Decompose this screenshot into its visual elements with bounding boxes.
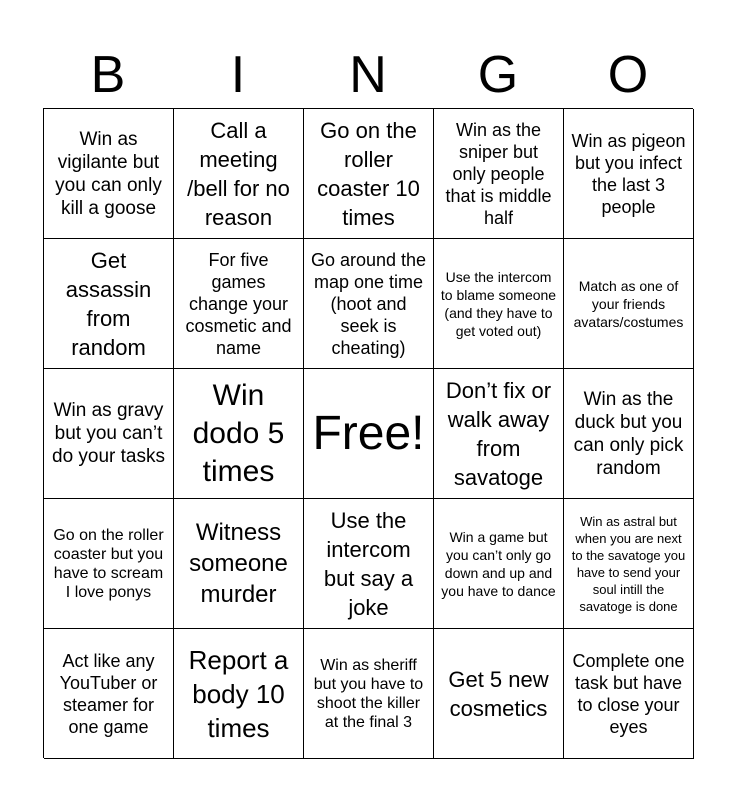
- bingo-cell[interactable]: [174, 629, 304, 759]
- cell-text: Witness someone murder: [189, 519, 288, 608]
- cell-text: Win as vigilante but you can only kill a goose: [55, 128, 162, 219]
- bingo-cell[interactable]: [304, 239, 434, 369]
- cell-text: Act like any YouTuber or steamer for one game: [59, 650, 158, 737]
- bingo-grid: [43, 108, 693, 758]
- cell-text: Win as astral but when you are next to the savatoge you have to send your soul intill the savatoge is done: [571, 513, 686, 614]
- cell-text: Complete one task but have to close your eyes: [572, 650, 685, 737]
- cell-text: Win as pigeon but you infect the last 3 people: [571, 130, 686, 217]
- bingo-cell[interactable]: [434, 369, 564, 499]
- cell-text: Get 5 new cosmetics: [448, 666, 549, 721]
- cell-text: Don’t fix or walk away from savatoge: [445, 377, 552, 490]
- bingo-cell[interactable]: [564, 239, 694, 369]
- cell-text: Match as one of your friends avatars/costumes: [573, 277, 684, 330]
- bingo-cell[interactable]: [434, 629, 564, 759]
- bingo-cell[interactable]: [174, 239, 304, 369]
- bingo-cell[interactable]: [174, 369, 304, 499]
- cell-text: Win as sheriff but you have to shoot the killer at the final 3: [313, 656, 424, 731]
- cell-text: Report a body 10 times: [188, 644, 289, 743]
- free-space-cell[interactable]: [304, 369, 434, 499]
- bingo-cell[interactable]: [564, 369, 694, 499]
- bingo-cell[interactable]: [174, 499, 304, 629]
- bingo-cell[interactable]: [434, 109, 564, 239]
- bingo-cell[interactable]: [434, 239, 564, 369]
- cell-text: Win dodo 5 times: [192, 378, 285, 488]
- cell-text: Use the intercom to blame someone (and they have to get voted out): [440, 268, 557, 339]
- header-letter-b: B: [90, 46, 126, 104]
- bingo-cell[interactable]: [304, 499, 434, 629]
- cell-text: Go on the roller coaster but you have to scream I love ponys: [53, 526, 164, 601]
- cell-text: Win a game but you can’t only go down and up and you have to dance: [441, 528, 556, 599]
- cell-text: Go on the roller coaster 10 times: [317, 117, 420, 230]
- cell-text: Win as gravy but you can’t do your tasks: [52, 400, 165, 467]
- header-letter-n: N: [349, 46, 387, 104]
- cell-text: Go around the map one time (hoot and seek is cheating): [310, 249, 427, 358]
- bingo-cell[interactable]: [44, 629, 174, 759]
- bingo-cell[interactable]: [304, 109, 434, 239]
- cell-text: Free!: [312, 406, 425, 460]
- cell-text: Win as the duck but you can only pick random: [573, 388, 684, 479]
- bingo-header: [43, 40, 693, 110]
- cell-text: For five games change your cosmetic and name: [185, 249, 292, 358]
- header-letter-o: O: [607, 46, 649, 104]
- bingo-cell[interactable]: [44, 109, 174, 239]
- cell-text: Win as the sniper but only people that is middle half: [445, 119, 552, 228]
- bingo-cell[interactable]: [44, 499, 174, 629]
- bingo-cell[interactable]: [174, 109, 304, 239]
- cell-text: Call a meeting /bell for no reason: [187, 117, 290, 230]
- cell-text: Get assassin from random: [65, 247, 152, 360]
- bingo-cell[interactable]: [564, 109, 694, 239]
- header-letter-i: I: [230, 46, 246, 104]
- header-letter-g: G: [477, 46, 519, 104]
- bingo-cell[interactable]: [434, 499, 564, 629]
- cell-text: Use the intercom but say a joke: [323, 507, 414, 620]
- bingo-cell[interactable]: [564, 499, 694, 629]
- bingo-cell[interactable]: [44, 239, 174, 369]
- bingo-cell[interactable]: [564, 629, 694, 759]
- bingo-cell[interactable]: [304, 629, 434, 759]
- bingo-cell[interactable]: [44, 369, 174, 499]
